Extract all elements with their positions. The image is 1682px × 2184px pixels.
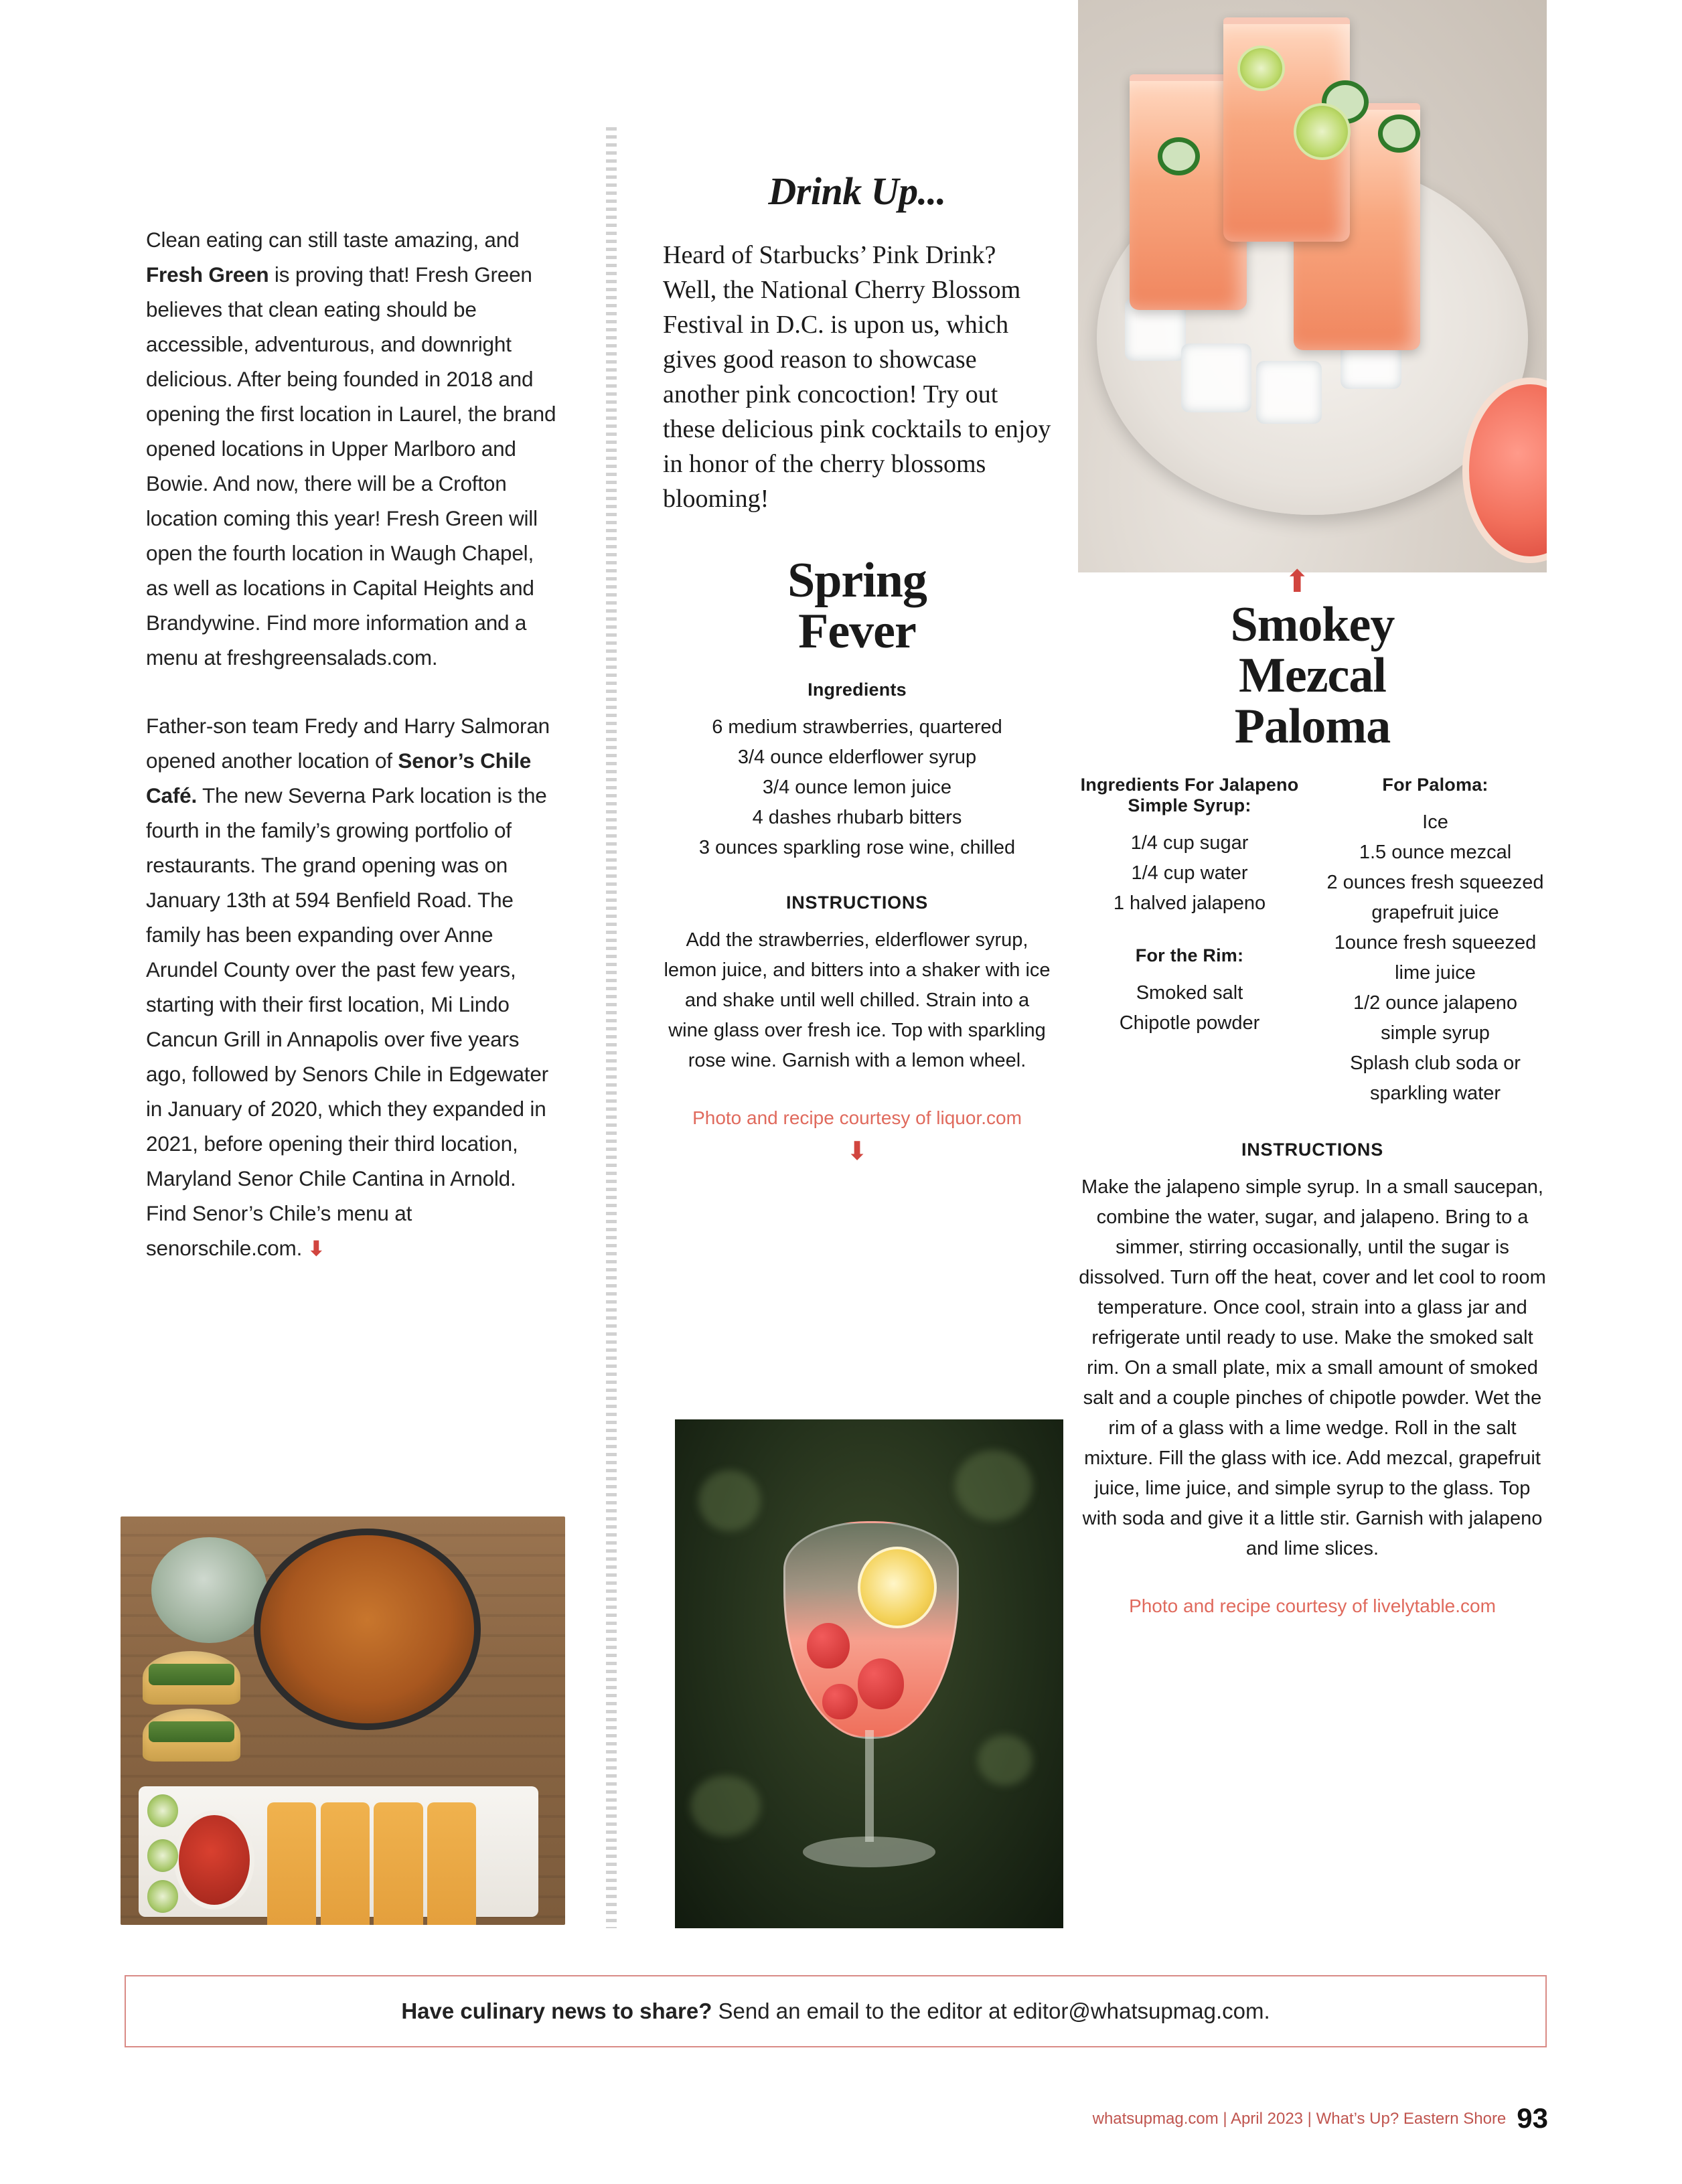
ingredients-list-jalapeno-syrup (1078, 828, 1301, 919)
left-article-column (146, 201, 561, 1288)
column-divider (606, 127, 617, 1928)
list-item: Smoked salt (1136, 982, 1243, 1004)
article-paragraph-fresh-green (146, 222, 561, 675)
footer-line: whatsupmag.com | April 2023 | What’s Up? Eastern Shore (1092, 2110, 1507, 2128)
recipe-title-spring-fever (663, 555, 1051, 657)
photo-senors-chile-food (121, 1516, 565, 1925)
list-item: 1/4 cup water (1131, 862, 1248, 884)
instructions-text-spring-fever: Add the strawberries, elderflower syrup, lemon juice, and bitters into a shaker with ice and shake until well chilled. Strain into a wine glass over fresh ice. Top with sparkling rose wine. Garnish with a lemon wheel. (664, 929, 1051, 1071)
arrow-down-icon: ⬇ (307, 1237, 325, 1260)
list-item: 3/4 ounce elderflower syrup (737, 747, 977, 768)
rim-items-list (1078, 978, 1301, 1038)
fresh-green-bold: Fresh Green (146, 262, 269, 287)
arrow-down-icon: ⬇ (846, 1138, 868, 1166)
recipe-title-line-1: Spring (787, 553, 927, 608)
ingredients-column-paloma (1324, 775, 1547, 1109)
list-item: 2 ounces fresh squeezed grapefruit juice (1326, 872, 1544, 923)
list-item: 6 medium strawberries, quartered (712, 716, 1002, 738)
paragraph-1-text-a: Clean eating can still taste amazing, and (146, 227, 520, 252)
ingredients-heading-paloma: For Paloma: (1382, 775, 1488, 795)
credit-spring-fever: Photo and recipe courtesy of liquor.com (692, 1107, 1022, 1128)
page-number: 93 (1517, 2102, 1548, 2134)
list-item: Splash club soda or sparkling water (1350, 1052, 1521, 1104)
recipe-title-line-1: Smokey (1230, 597, 1395, 652)
rim-heading: For the Rim: (1135, 945, 1244, 965)
list-item: Ice (1422, 811, 1448, 833)
list-item: 1 halved jalapeno (1113, 892, 1266, 914)
ingredients-heading-jalapeno-syrup: Ingredients For Jalapeno Simple Syrup: (1080, 775, 1299, 815)
list-item: 1ounce fresh squeezed lime juice (1334, 932, 1537, 984)
ingredients-list-paloma (1324, 807, 1547, 1109)
section-title-drink-up: Drink Up... (768, 169, 946, 213)
instructions-heading-spring-fever: INSTRUCTIONS (785, 892, 929, 913)
page-footer (0, 2102, 1682, 2134)
recipe-title-line-2: Mezcal (1239, 648, 1386, 703)
banner-rest-text: Send an email to the editor at editor@whatsupmag.com. (712, 1999, 1270, 2023)
ingredients-column-syrup (1078, 775, 1301, 1109)
paragraph-1-text-c: is proving that! Fresh Green believes that clean eating should be accessible, adventurous, and downright delicious. After being founded in 2018 and opening the first location in Laurel, the brand opened locations in Upper Marlboro and Bowie. And now, there will be a Crofton location coming this year! Fresh Green will open the fourth location in Waugh Chapel, as well as locations in Capital Heights and Brandywine. Find more information and a menu at freshgreensalads.com. (146, 262, 556, 670)
list-item: Chipotle powder (1119, 1012, 1260, 1034)
senors-chile-bold: Senor’s Chile Café. (146, 748, 532, 807)
recipe-title-smokey-mezcal-paloma (1078, 599, 1547, 752)
list-item: 3 ounces sparkling rose wine, chilled (698, 837, 1016, 858)
instructions-heading-paloma: INSTRUCTIONS (1241, 1140, 1384, 1160)
paragraph-2-text-a: Father-son team Fredy and Harry Salmoran opened another location of (146, 713, 550, 773)
list-item: 3/4 ounce lemon juice (762, 777, 952, 798)
photo-smokey-mezcal-paloma (1078, 0, 1547, 572)
instructions-text-paloma: Make the jalapeno simple syrup. In a small saucepan, combine the water, sugar, and jalapeno. Bring to a simmer, stirring occasionally, until the sugar is dissolved. Turn off the heat, cover and let cool to room temperature. Once cool, strain into a glass jar and refrigerate until ready to use. Make the smoked salt rim. On a small plate, mix a small amount of smoked salt and a couple pinches of chipotle powder. Wet the rim of a glass with a lime wedge. Roll in the salt mixture. Fill the glass with ice. Add mezcal, grapefruit juice, lime juice, and simple syrup to the glass. Top with soda and give it a little stir. Garnish with jalapeno and lime slices. (1079, 1176, 1546, 1559)
recipe-title-line-2: Fever (798, 604, 916, 659)
credit-paloma: Photo and recipe courtesy of livelytable.com (1129, 1595, 1496, 1616)
arrow-up-icon: ⬆ (1284, 564, 1310, 599)
photo-spring-fever-cocktail (675, 1419, 1063, 1928)
list-item: 4 dashes rhubarb bitters (752, 807, 962, 828)
list-item: 1/4 cup sugar (1130, 832, 1249, 854)
middle-column (663, 169, 1051, 1164)
ingredients-two-column (1078, 775, 1547, 1109)
right-column (1078, 599, 1547, 1620)
ingredients-list-spring-fever (663, 712, 1051, 863)
paragraph-2-text-c: The new Severna Park location is the fourth in the family’s growing portfolio of restaurants. The grand opening was on January 13th at 594 Benfield Road. The family has been expanding over Anne Arundel County over the past few years, starting with their first location, Mi Lindo Cancun Grill in Annapolis over five years ago, followed by Senors Chile in Edgewater in January of 2020, which they expanded in 2021, before opening their third location, Maryland Senor Chile Cantina in Arnold. Find Senor’s Chile’s menu at senorschile.com. (146, 783, 548, 1260)
list-item: 1.5 ounce mezcal (1359, 842, 1512, 863)
banner-text (401, 1999, 1270, 2024)
culinary-news-banner (125, 1975, 1547, 2047)
banner-bold-text: Have culinary news to share? (401, 1999, 712, 2023)
ingredients-heading-spring-fever: Ingredients (808, 680, 907, 700)
article-paragraph-senors-chile (146, 708, 561, 1267)
list-item: 1/2 ounce jalapeno simple syrup (1353, 992, 1518, 1044)
recipe-title-line-3: Paloma (1234, 699, 1391, 754)
drink-up-intro: Heard of Starbucks’ Pink Drink? Well, the National Cherry Blossom Festival in D.C. is upon us, which gives good reason to showcase another pink concoction! Try out these delicious pink cocktails to enjoy in honor of the cherry blossoms blooming! (663, 241, 1051, 513)
